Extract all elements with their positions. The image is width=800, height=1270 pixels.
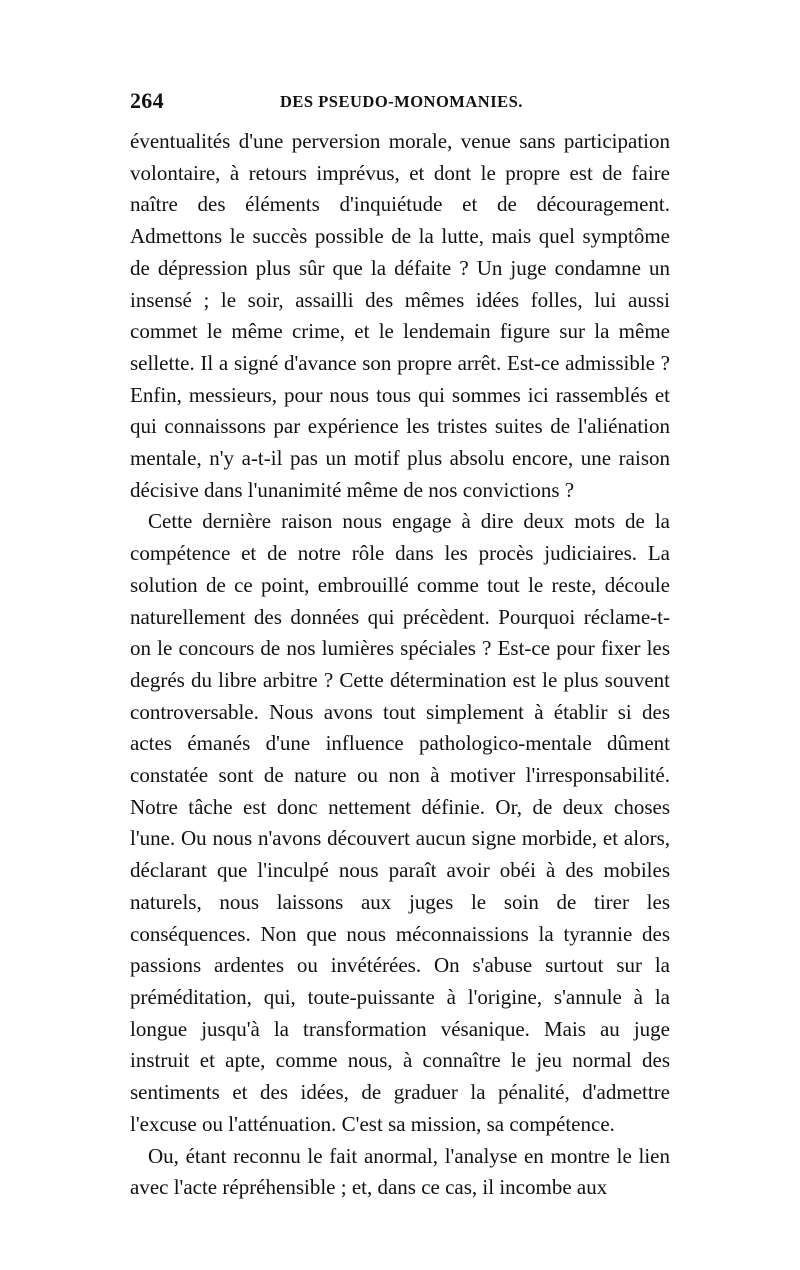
page-number: 264 <box>130 88 164 113</box>
paragraph-competence: Cette dernière raison nous engage à dire deux mots de la compétence et de notre rôle dans les procès judiciaires. La solution de ce point, embrouillé comme tout le reste, découle naturellement des données qui précèdent. Pourquoi réclame-t-on le concours de nos lumières spéciales ? Est-ce pour fixer les degrés du libre arbitre ? Cette détermination est le plus souvent controversable. Nous avons tout simplement à établir si des actes émanés d'une influence pathologico-mentale dûment constatée sont de nature ou non à motiver l'irresponsabilité. Notre tâche est donc nettement définie. Or, de deux choses l'une. Ou nous n'avons découvert aucun signe morbide, et alors, déclarant que l'inculpé nous paraît avoir obéi à des mobiles naturels, nous laissons aux juges le soin de tirer les conséquences. Non que nous méconnaissions la tyrannie des passions ardentes ou invétérées. On s'abuse surtout sur la préméditation, qui, toute-puissante à l'origine, s'annule à la longue jusqu'à la transformation vésanique. Mais au juge instruit et apte, comme nous, à connaître le jeu normal des sentiments et des idées, de graduer la pénalité, d'admettre l'excuse ou l'atténuation. C'est sa mission, sa compétence. <box>130 509 670 1136</box>
body-text <box>130 126 670 1204</box>
book-page <box>130 88 670 1204</box>
paragraph-continuation: éventualités d'une perversion morale, venue sans participation volontaire, à retours imprévus, et dont le propre est de faire naître des éléments d'inquiétude et de découragement. Admettons le succès possible de la lutte, mais quel symptôme de dépression plus sûr que la défaite ? Un juge condamne un insensé ; le soir, assailli des mêmes idées folles, lui aussi commet le même crime, et le lendemain figure sur la même sellette. Il a signé d'avance son propre arrêt. Est-ce admissible ? Enfin, messieurs, pour nous tous qui sommes ici rassemblés et qui connaissons par expérience les tristes suites de l'aliénation mentale, n'y a-t-il pas un motif plus absolu encore, une raison décisive dans l'unanimité même de nos convictions ? <box>130 129 670 502</box>
running-head <box>130 88 670 122</box>
paragraph-anomaly: Ou, étant reconnu le fait anormal, l'analyse en montre le lien avec l'acte répréhensible ; et, dans ce cas, il incombe aux <box>130 1143 670 1200</box>
running-title: DES PSEUDO-MONOMANIES. <box>280 92 523 111</box>
